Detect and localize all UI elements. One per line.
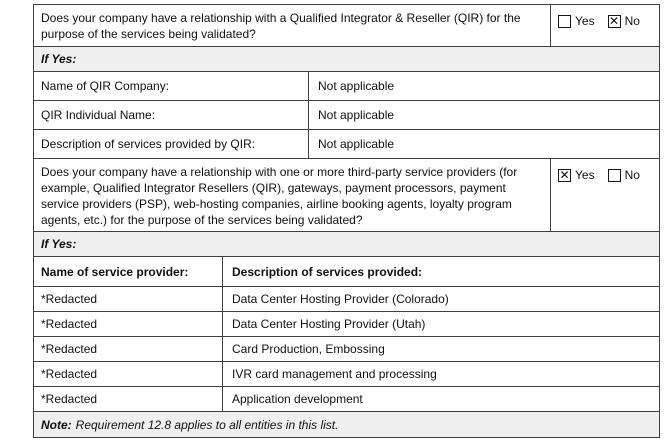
third-party-no-label: No	[624, 168, 640, 182]
provider-description-cell: Data Center Hosting Provider (Colorado)	[232, 292, 449, 306]
third-party-question-text: Does your company have a relationship with one or more third-party service providers (for example, Qualified Integrator Resellers (QIR), gateways, payment processors, payment service providers (PSP), web-hosting companies, airline booking agents, loyalty program agents, etc.) for the purpose of the services being validated?	[41, 165, 518, 227]
third-party-answer-cell	[550, 159, 659, 231]
provider-description-header: Description of services provided:	[232, 264, 423, 279]
provider-name-cell: *Redacted	[34, 337, 223, 361]
note-text: Requirement 12.8 applies to all entities in this list.	[75, 417, 339, 432]
provider-description-cell: IVR card management and processing	[232, 367, 437, 381]
provider-description-cell: Application development	[232, 392, 363, 406]
qir-yes-label: Yes	[575, 14, 595, 28]
qir-individual-name-row	[34, 101, 659, 130]
provider-row-1	[34, 287, 659, 312]
qir-individual-name-label: QIR Individual Name:	[34, 101, 309, 129]
provider-name-cell: *Redacted	[34, 387, 223, 411]
if-yes-label: If Yes:	[41, 52, 77, 66]
provider-row-2	[34, 312, 659, 337]
provider-table-header-row	[34, 257, 659, 287]
qir-yes-checkbox[interactable]	[558, 15, 571, 28]
third-party-no-checkbox[interactable]	[608, 169, 621, 182]
qir-services-description-row	[34, 130, 659, 159]
third-party-yes-checkbox[interactable]	[558, 169, 571, 182]
third-party-question-row	[34, 159, 659, 232]
checkbox-mark: ✕	[609, 14, 620, 28]
qir-services-description-value: Not applicable	[318, 137, 395, 151]
qir-answer-cell	[550, 5, 659, 46]
qir-no-checkbox[interactable]	[608, 15, 621, 28]
provider-row-5	[34, 387, 659, 412]
provider-name-cell: *Redacted	[34, 287, 223, 311]
third-party-yes-label: Yes	[575, 168, 595, 182]
qir-question-row	[34, 5, 659, 47]
qir-company-name-row	[34, 72, 659, 101]
qir-company-name-label: Name of QIR Company:	[34, 72, 309, 100]
qir-individual-name-value: Not applicable	[318, 108, 395, 122]
qir-services-description-label: Description of services provided by QIR:	[34, 130, 309, 158]
provider-description-cell: Data Center Hosting Provider (Utah)	[232, 317, 426, 331]
note-row	[34, 412, 659, 437]
if-yes-header-qir	[34, 47, 659, 72]
provider-row-3	[34, 337, 659, 362]
qir-no-label: No	[624, 14, 640, 28]
provider-name-cell: *Redacted	[34, 312, 223, 336]
if-yes-label: If Yes:	[41, 237, 77, 251]
note-label: Note:	[41, 417, 72, 432]
qir-company-name-value: Not applicable	[318, 79, 395, 93]
provider-row-4	[34, 362, 659, 387]
service-provider-section-table	[33, 4, 660, 438]
provider-description-cell: Card Production, Embossing	[232, 342, 385, 356]
if-yes-header-providers	[34, 232, 659, 257]
checkbox-mark: ✕	[559, 168, 570, 182]
provider-name-header: Name of service provider:	[34, 257, 223, 286]
qir-question-text: Does your company have a relationship with a Qualified Integrator & Reseller (QIR) for the purpose of the services being validated?	[41, 11, 521, 41]
provider-name-cell: *Redacted	[34, 362, 223, 386]
